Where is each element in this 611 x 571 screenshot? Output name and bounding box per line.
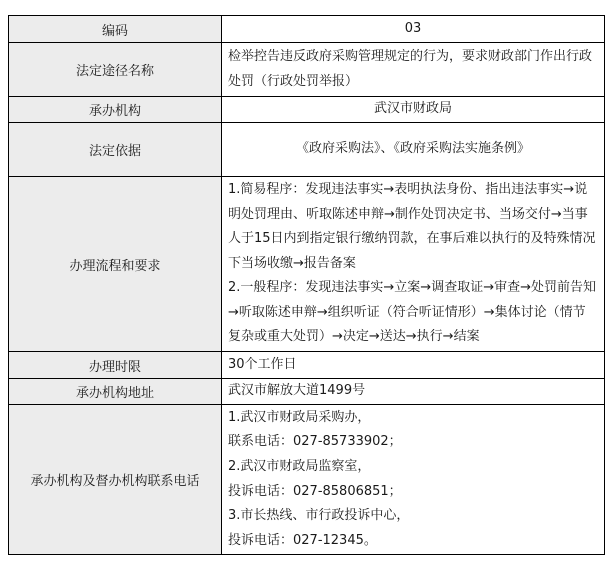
- row-address: [9, 379, 605, 405]
- label-address: 承办机构地址: [9, 379, 222, 405]
- value-approach: 检举控告违反政府采购管理规定的行为，要求财政部门作出行政处罚（行政处罚举报）: [222, 43, 605, 97]
- row-code: [9, 16, 605, 43]
- label-code: 编码: [9, 16, 222, 43]
- row-agency: [9, 97, 605, 123]
- row-basis: [9, 123, 605, 177]
- label-agency: 承办机构: [9, 97, 222, 123]
- contact-line: 2.武汉市财政局监察室，: [228, 458, 371, 474]
- value-agency: 武汉市财政局: [222, 97, 605, 123]
- contact-line: 3.市长热线、市行政投诉中心，: [228, 508, 410, 524]
- contact-line: 投诉电话：027-85806851；: [228, 483, 402, 499]
- process-simple-procedure: 1.简易程序：发现违法事实→表明执法身份、指出违法事实→说明处罚理由、听取陈述申辩→制作处罚决定书、当场交付→当事人于15日内到指定银行缴纳罚款，在事后难以执行的及特殊情况下当场收缴→报告备案: [228, 181, 596, 271]
- row-time-limit: [9, 352, 605, 379]
- value-address: 武汉市解放大道1499号: [222, 379, 605, 405]
- row-approach: [9, 43, 605, 97]
- label-process: 办理流程和要求: [9, 177, 222, 352]
- process-general-procedure: 2.一般程序：发现违法事实→立案→调查取证→审查→处罚前告知→听取陈述申辩→组织听证（符合听证情形）→集体讨论（情节复杂或重大处罚）→决定→送达→执行→结案: [228, 280, 596, 345]
- row-contacts: [9, 405, 605, 555]
- value-process: [222, 177, 605, 352]
- label-contacts: 承办机构及督办机构联系电话: [9, 405, 222, 555]
- value-code: 03: [222, 16, 605, 43]
- contact-line: 投诉电话：027-12345。: [228, 532, 377, 548]
- value-contacts: [222, 405, 605, 555]
- row-process: [9, 177, 605, 352]
- procedure-info-table: [8, 15, 605, 555]
- value-basis: 《政府采购法》、《政府采购法实施条例》: [222, 123, 605, 177]
- label-basis: 法定依据: [9, 123, 222, 177]
- value-time-limit: 30个工作日: [222, 352, 605, 379]
- label-time-limit: 办理时限: [9, 352, 222, 379]
- contact-line: 1.武汉市财政局采购办，: [228, 409, 371, 425]
- contact-line: 联系电话：027-85733902；: [228, 434, 402, 450]
- label-approach: 法定途径名称: [9, 43, 222, 97]
